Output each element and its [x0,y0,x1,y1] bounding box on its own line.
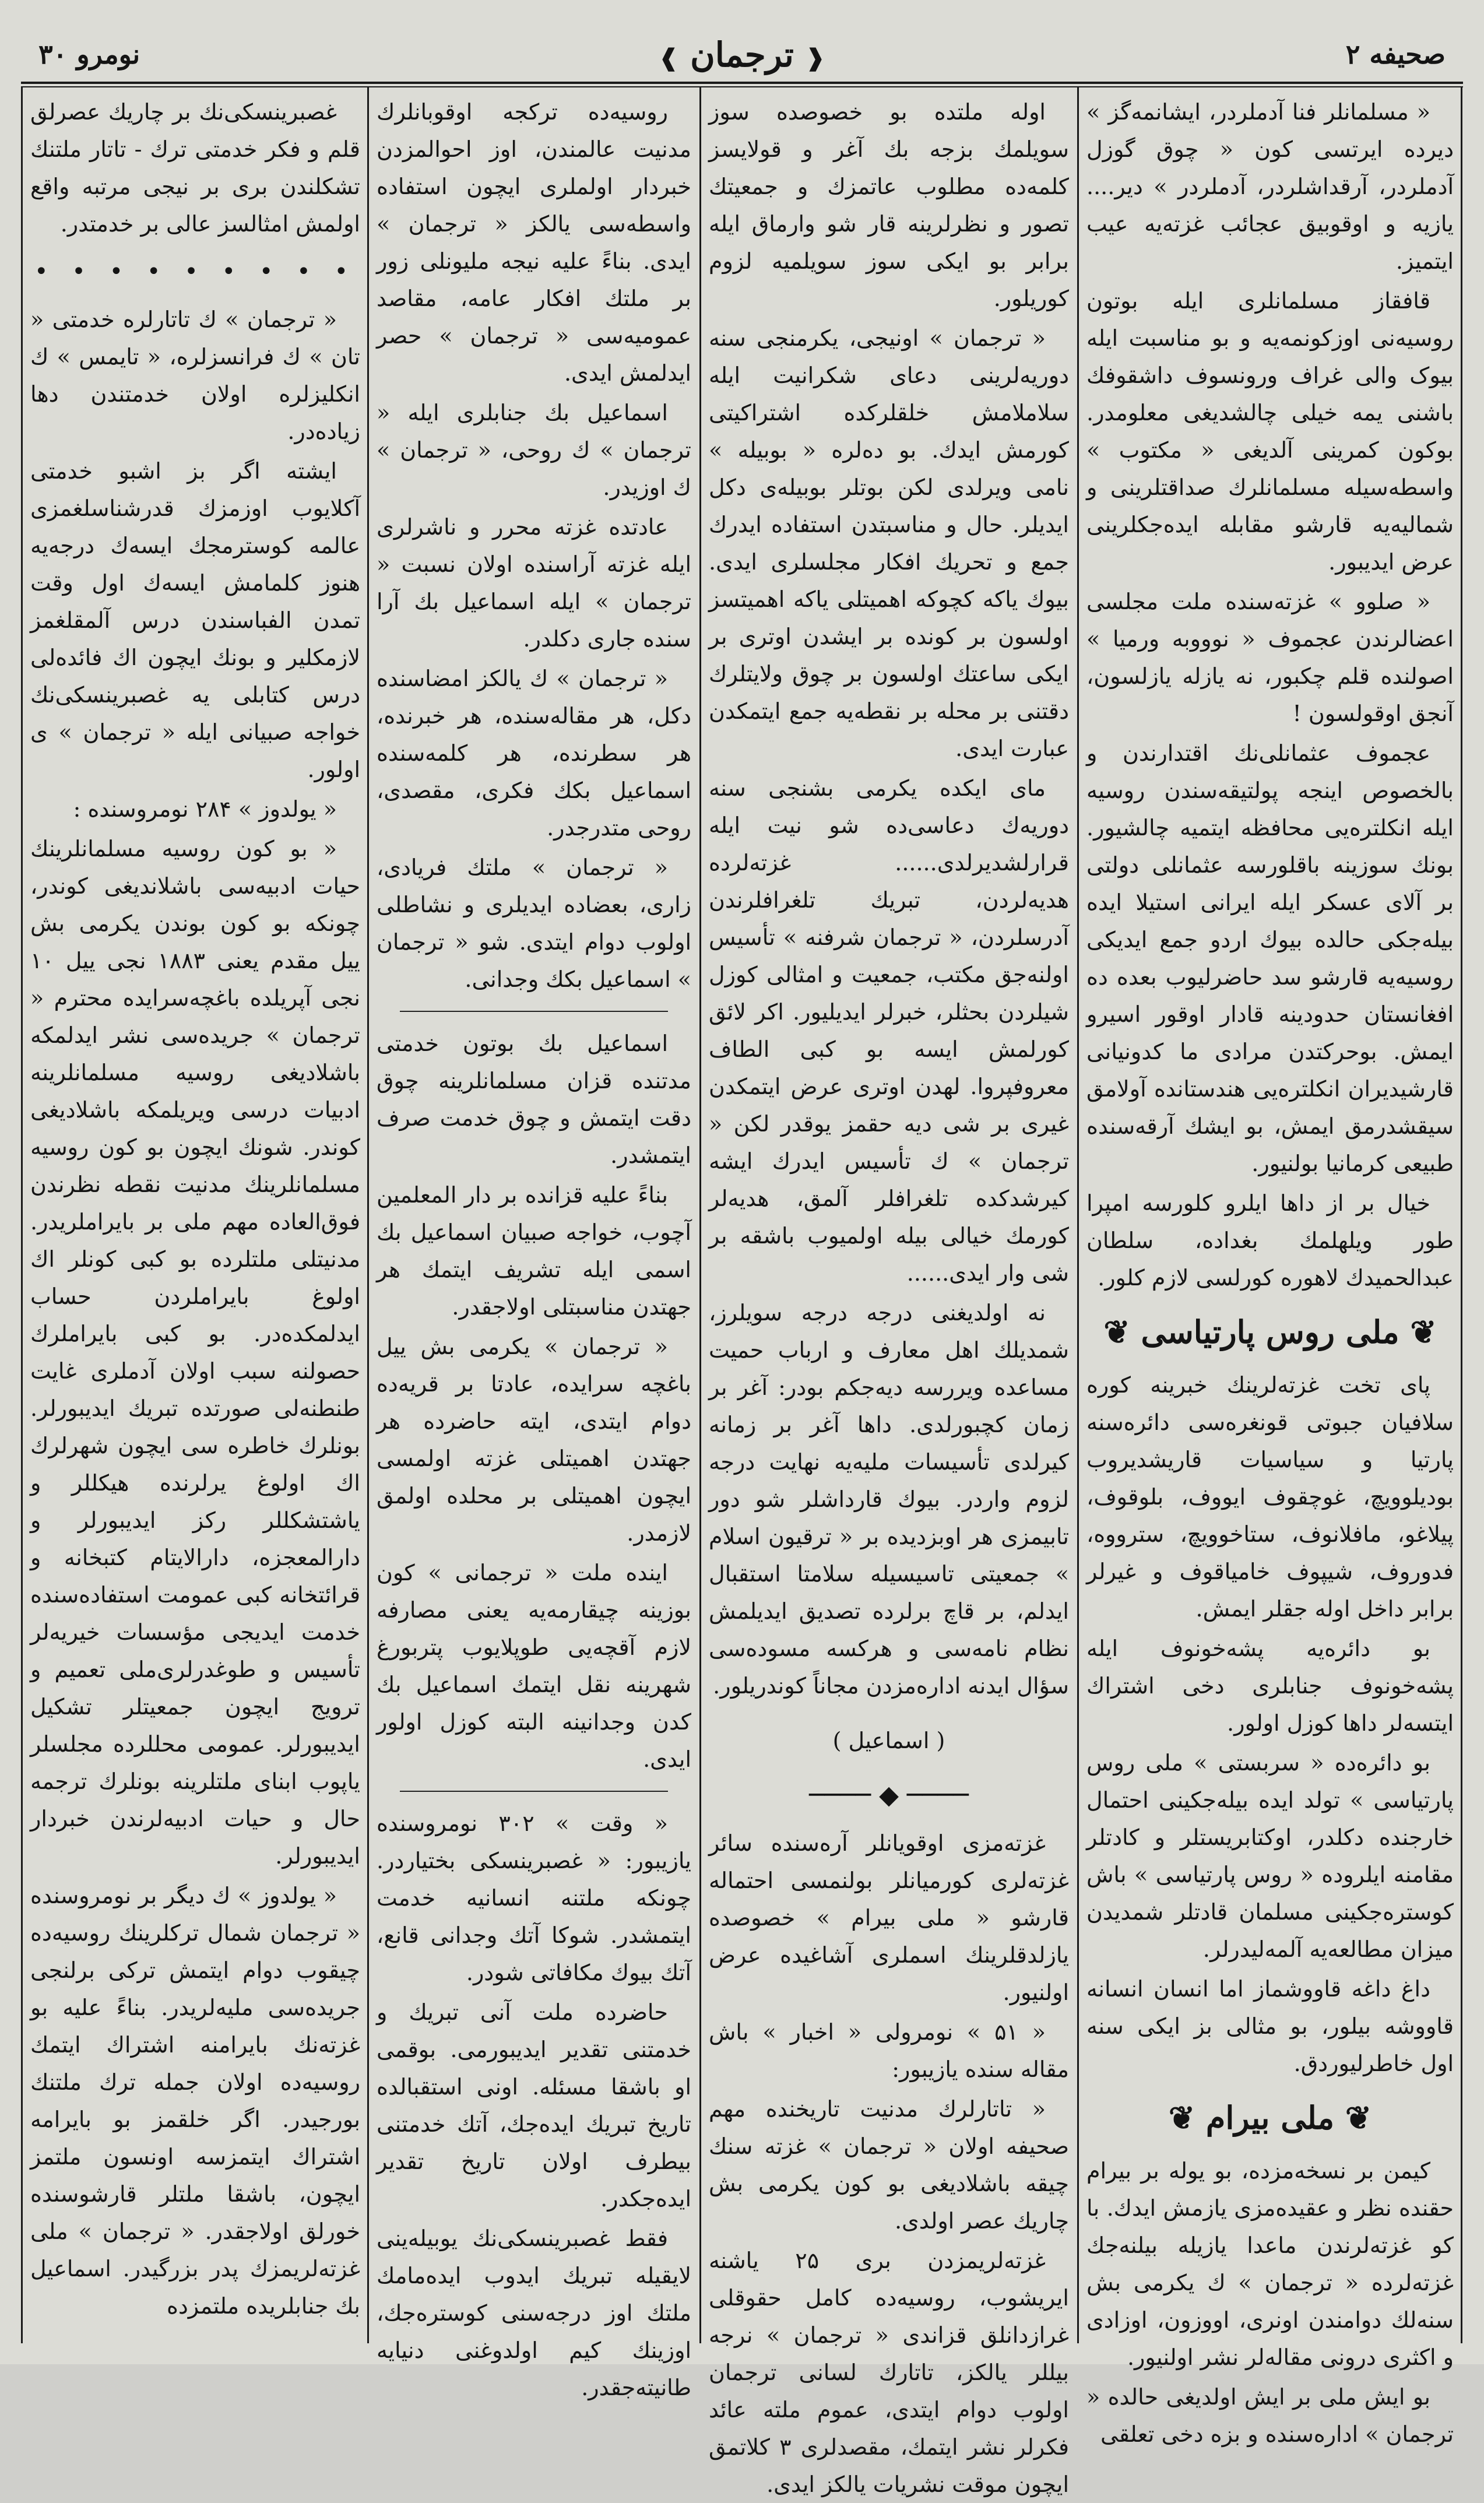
paragraph: « ترجمان » اونیجی، یکرمنجی سنه دوریه‌لرینی دعای شکرانیت ایله سلاملامش خلقلرکده اشتراکیتی کورمش ایدك. بو ده‌لره « بوبیله‌ » نامی ویرلدی لکن بوتلر بوبیله‌ی دکل ایدیلر. حال و مناسبتدن استفاده ایدرك جمع و تحریك افکار مجلسلری ایدی. بیوك یاکه کچوکه اهمیتلی یاکه اهمیتسز اولسون بر کونده بر ایشدن اوتری بر ایکی ساعتك اولسون بر چوق ولایتلرك دقتنی بر محله بر نقطه‌یه جمع ایتمکدن عبارت ایدی. [709,325,1069,761]
ornament-icon: ❦ [1168,2099,1206,2136]
paragraph: « تاتارلرك مدنیت تاریخنده مهم صحیفه اولان « ترجمان » غزته‌ سنك چیقه‌ باشلادیغی بو کون یکرمی بش چاریك عصر اولدی. [709,2096,1069,2234]
paragraph: غزته‌لریمزدن بری ۲۵ یاشنه ایریشوب، روسیه‌ده کامل حقوقلی غرازدانلق قزاندی « ترجمان » نرجه بیللر یالکز، تاتارك لسانی ترجمان اولوب دوام ایتدی، عموم ملته عائد فکرلر نشر ایتمك، مقصدلری ۳ کلاتمق ایچون موقت نشریات یالکز ایدی. [709,2248,1069,2497]
ornament-divider: ──── ◆ ──── [809,1780,969,1810]
paragraph: پای تخت غزته‌لرینك خبرینه کوره سلافیان جبوتی قونغره‌سی دائره‌سنه پارتیا و سیاسیات قاریشدیروب بودیلوویچ، غوچقوف ایووف، بلوقوف، پیلاغو، مافلانوف، ستاخوویچ، سترووه، فدوروف، شیپوف خامیاقوف و غیرلر برابر داخل اوله‌ جقلر ایمش. [1086,1372,1454,1622]
paragraph: اوله‌ ملتده بو خصوصده سوز سویلمك بزجه بك آغر و قولایسز کلمه‌ده مطلوب عاتمزك و جمعیتك تصور و نظرلرینه قار شو وارماق ایله برابر بو ایکی سوز سویلمیه لزوم کوریلور. [709,99,1069,311]
paragraph: اسماعیل بك بوتون خدمتی مدتنده قزان مسلمانلرینه چوق دقت ایتمش و چوق خدمت صرف ایتمشدر. [377,1031,691,1168]
column-rule [1077,87,1079,2343]
column-rule [21,87,23,2343]
page-number-label: صحیفه ۲ [1345,38,1446,70]
paragraph: اسماعیل بك جنابلری ایله « ترجمان » ك روحی، « ترجمان » ك اوزیدر. [377,400,691,500]
author-signature: ( اسماعیل ) [832,1728,945,1753]
paragraph: مای ایکده یکرمی بشنجی سنه دوریه‌ك دعاسی‌ده شو نیت ایله قرارلشدیرلدی...... غزته‌لرده هدیه‌لردن، تبریك تلغرافلرندن آدرسلردن، « ترجمان شرفنه » تأسیس اولنه‌جق مکتب، جمعیت و امثالی کوزل شیلردن بحثلر، خبرلر ایدیلیور. اکر لائق کورلمش ایسه بو کبی الطاف معروفپروا. لهدن اوتری عرض ایتمکدن غیری بر شی دیه حقمز یوقدر لکن « ترجمان » ك تأسیس ایدرك ایشه کیرشدکده تلغرافلر آلمق، هدیه‌لر کورمك خیالی بیله اولمیوب باشقه بر شی وار ایدی...... [709,775,1069,1286]
paragraph: « مسلمانلر فنا آدملردر، ایشانمه‌گز » دیرده ایرتسی کون « چوق گوزل آدملردر، آرقداشلردر، آدملردر » دیر.... یازیه و اوقوبیق عجائب غزته‌یه عیب ایتمیز. [1086,99,1454,274]
paragraph: « یولدوز » ك دیگر بر نومروسنده « ترجمان شمال ترکلرینك روسیه‌ده چیقوب دوام ایتمش ترکی برلنجی جریده‌سی ملیه‌لریدر. بناءً علیه بو غزته‌نك بایرامنه اشتراك ایتمك روسیه‌ده اولان جمله ترك ملتنك بورجیدر. اگر خلقمز بو بایرامه اشتراك ایتمزسه اونسون ملتمز ایچون، باشقا ملتلر قارشوسنده خورلق اولاجقدر. « ترجمان » ملی غزته‌لریمزك پدر بزرگیدر. اسماعیل بك جنابلریده ملتمزده [30,1883,360,2319]
paragraph: « یولدوز » ۲۸۴ نومروسنده : [73,796,337,822]
masthead-title: ترجمان [690,35,794,75]
paragraph: عادتده غزته محرر و ناشرلری ایله غزته آراسنده اولان نسبت « ترجمان » ایله اسماعیل بك آرا سنده جاری دکلدر. [377,514,691,652]
paragraph: بو ایش ملی بر ایش اولدیغی حالده « ترجمان » اداره‌سنده و بزه دخی تعلقی [1086,2384,1454,2447]
paragraph: روسیه‌ده ترکجه اوقوبانلرك مدنیت عالمندن، اوز احوالمزدن خبردار اولملری ایچون استفاده واسطه‌سی یالکز « ترجمان » ایدی. بناءً علیه نیجه ملیونلی زور بر ملتك افکار عامه، مقاصد عمومیه‌سی « ترجمان » حصر ایدلمش ایدی. [377,99,691,386]
section-divider: • • • • • • • • • [34,258,357,285]
paragraph: اینده ملت « ترجمانی » کون بوزینه چیقارمه‌یه یعنی مصارفه لازم آقچه‌یی طوپلایوب پتربورغ شهرینه نقل ایتمك اسماعیل بك کدن وجدانینه البته کوزل اولور ایدی. [377,1560,691,1772]
section-rule [400,1791,668,1792]
paragraph: « ترجمان » ك تاتارلره خدمتی « تان » ك فرانسزلره، « تایمس » ك انکلیزلره اولان خدمتندن دها زیاده‌در. [30,307,360,444]
column-3 [377,93,691,2400]
paragraph: بو دائره‌ده « سربستی » ملی روس پارتیاسی » تولد ایده بیله‌جکینی احتمال خارجنده دکلدر، اوکتابریستلر و کادتلر مقامنه ایلروده « روس پارتیاسی » باش کوستره‌جکینی مسلمان قادتلر شمدیدن میزان مطالعه‌یه آلمه‌لیدرلر. [1086,1750,1454,1962]
ornament-icon: ❰ [806,44,825,72]
column-rule [367,87,369,2343]
paragraph: ایشته اگر بز اشبو خدمتی آکلایوب اوزمزك قدرشناسلغمزی عالمه کوسترمجك ایسه‌ك درجه‌یه هنوز کلمامش ایسه‌ك اول وقت تمدن الفباسندن درس آلمقلغمز لازمکلیر و بونك ایچون اك فائده‌لی درس کتابلی یه غصبرینسکی‌نك خواجه‌ صبیانی ایله « ترجمان » ی اولور. [30,458,360,782]
paragraph: خیال بر از داها ایلرو کلورسه امپرا طور ویلهلمك بغداده، سلطان عبدالحمیدك لاهوره کورلسی لازم کلور. [1086,1190,1454,1291]
paragraph: داغ داغه قاووشماز اما انسان انسانه قاووشه بیلور، بو مثالی بز ایکی سنه اول خاطرلیوردق. [1086,1976,1454,2076]
issue-number-label: نومرو ۳۰ [38,38,140,70]
section-heading [1086,1312,1454,1352]
column-4 [30,93,360,2332]
ornament-icon: ❱ [659,44,678,72]
paragraph: قافقاز مسلمانلری ایله بوتون روسیه‌نی اوزکونمه‌یه و بو مناسبت ایله بیوک والی غراف ورونسوف داشقوفك باشنی یمه خیلی چالشدیغی معلومدر. بوکون کمرینی آلدیغی « مکتوب » واسطه‌سیله مسلمانلرك صداقتلرینی و شمالیه‌یه قارشو مقابله ایده‌جکلرینی عرض ایدیبور. [1086,288,1454,575]
section-rule [400,1011,668,1012]
paragraph: « صلوو » غزته‌سنده ملت مجلسی اعضالرندن عجموف « نوووبه ورمیا » اصولنده قلم چکبور، نه یازله یازلسون، آنجق اوقولسون ! [1086,589,1454,726]
section-heading-text: ملی بیرام [1205,2099,1335,2136]
paragraph: « بو کون روسیه مسلمانلرینك حیات ادبیه‌سی باشلاندیغی کوندر، چونکه بو کون بوندن یکرمی بش ییل مقدم یعنی ۱۸۸۳ نجی ییل ۱۰ نجی آپریلده باغچه‌سرایده محترم « ترجمان » جریده‌سی نشر ایدلمکه باشلادیغی روسیه مسلمانلرینه ادبیات درسی ویریلمکه باشلادیغی کوندر. شونك ایچون بو کون روسیه مسلمانلرینك مدنیت نقطه‌ نظرندن فوق‌العاده مهم ملی بر بایراملریدر. مدنیتلی ملتلرده بو کبی کونلر اك اولوغ بایراملردن حساب ایدلمکده‌در. بو کبی بایراملرك حصولنه سبب اولان آدملری غایت طنطنه‌لی صورتده تبریك ایدیبورلر. بونلرك خاطره‌ سی ایچون شهرلرك اك اولوغ یرلرنده هیکللر و یاشتشکللر رکز ایدیبورلر و دارالمعجزه، دارالایتام کتبخانه و قرائتخانه کبی عمومت استفاده‌سنده خدمت ایدیجی مؤسسات خیریه‌لر تأسیس و طوغدرلری‌ملی تعمیم و ترویج ایچون جمعیتلر تشکیل ایدیبورلر. عمومی محللرده مجلسلر یاپوب ابنای ملتلرینه بونلرك ترجمه حال و حیات ادبیه‌لرندن خبردار ایدیبورلر. [30,836,360,1869]
paragraph: حاضرده ملت آنی تبریك و خدمتنی تقدیر ایدیبورمی. بوقمی او باشقا مسئله. اونی استقبالده تاریخ تبریك ایده‌جك، آتك خدمتنی بیطرف اولان تاریخ تقدیر ایده‌جکدر. [377,1999,691,2212]
column-rule [1461,87,1462,2343]
column-1 [1086,93,1454,2447]
paragraph: غزته‌مزی اوقویانلر آره‌سنده سائر غزته‌لری کورمیانلر بولنمسی احتماله قارشو « ملی بیرام » خصوصده یازلدقلرینك اسملری آشاغیده عرض اولنیور. [709,1830,1069,2005]
paragraph: « ترجمان » ك یالکز امضاسنده دکل، هر مقاله‌سنده، هر خبرنده، هر سطرنده، هر کلمه‌سنده اسماعیل بکك فکری، مقصدی، روحی متدرجدر. [377,666,691,841]
paragraph: بناءً علیه قزانده بر دار المعلمین آچوب، خواجه‌ صبیان اسماعیل بك اسمی ایله تشریف ایتمك هر جهتدن مناسبتلی اولاجقدر. [377,1182,691,1320]
paragraph: نه اولدیغنی درجه درجه سویلرز، شمدیلك اهل معارف و ارباب حمیت مساعده ویررسه دیه‌جکم بودر: آغر بر زمان کچبورلدی. داها آغر بر زمانه کیرلدی تأسیسات ملیه‌یه نهایت درجه لزوم واردر. بیوك قارداشلر شو دور تابیمزی هر اوبزدیده بر « ترقیون اسلام » جمعیتی تاسیسیله سلامتا استقبال ایدلم، بر قاچ برلرده تصدیق ایدیلمش نظام نامه‌سی و هرکسه مسوده‌سی سؤال ایدنه اداره‌مزدن مجاناً کوندریلور. [709,1300,1069,1699]
paragraph: کیمن بر نسخه‌مزده، بو یوله بر بیرام حقنده نظر و عقیده‌مزی یازمش ایدك. با کو غزته‌لرندن ماعدا یازیله بیلنه‌جك غزته‌لرده « ترجمان » ك یکرمی بش سنه‌لك دوامندن اونری، اووزون، اوزادی و اکثری درونی مقاله‌لر نشر اولنیور. [1086,2158,1454,2370]
paragraph: « وقت » ۳۰۲ نومروسنده یازیبور: « غصبرینسکی بختیاردر. چونکه ملتنه انسانیه خدمت ایتمشدر. شوکا آتك وجدانی قانع، آتك بیوك مکافاتی شودر. [377,1811,691,1985]
page-header [21,35,1463,76]
paragraph: « ترجمان » ملتك فریادی، زاری، بعضاده ایدیلری و نشاطلی اولوب دوام ایتدی. شو « ترجمان » اسماعیل بکك وجدانی. [377,855,691,992]
header-rule-thin [21,86,1463,87]
ornament-icon: ❦ [1399,1313,1437,1351]
header-rule [21,82,1463,84]
paragraph: عجموف عثمانلی‌نك اقتدارندن و بالخصوص اینجه پولتیقه‌سندن روسیه ایله انکلتره‌یی محافظه ایتمیه چالشیور. بونك سوزینه باقلورسه عثمانلی دولتی بر آلای عسکر ایله ایرانی استیلا ایده بیله‌جکی حالده بیوك اردو جمع ایدیکی روسیه‌یه قارشو سد حاضرلیوب بعده ده افغانستان حدودینه قادار اوقور اسیرو ایمش. بوحرکتدن مرادی ما کدونیانی قارشیدیران انکلتره‌یی هندستانده آولامق سیقشدرمق ایمش، بو ایشك آرقه‌سنده طبیعی کرمانیا بولنیور. [1086,740,1454,1176]
paragraph: « ۵۱ » نومرولی « اخبار » باش مقاله‌ سنده یازیبور: [709,2019,1069,2082]
section-heading-text: ملی روس پارتیاسی [1141,1313,1399,1351]
section-heading [1086,2097,1454,2138]
paragraph: « ترجمان » یکرمی بش ییل باغچه سرایده، عادتا بر قریه‌ده دوام ایتدی، ایته حاضرده هر جهتدن اهمیتلی غزته اولمسی ایچون اهمیتلی بر محلده اولمق لازمدر. [377,1334,691,1546]
paragraph: غصبرینسکی‌نك بر چاریك عصرلق قلم و فکر خدمتی ترك - تاتار ملتنك تشکلندن بری بر نیجی مرتبه واقع اولمش امثالسز عالی بر خدمتدر. [30,99,360,237]
column-2 [709,93,1069,2497]
paragraph: بو دائره‌یه پشه‌خونوف ایله پشه‌خونوف جنابلری دخی اشتراك ایتسه‌لر داها کوزل اولور. [1086,1636,1454,1736]
ornament-icon: ❦ [1334,2099,1372,2136]
ornament-icon: ❦ [1103,1313,1141,1351]
paragraph: فقط غصبرینسکی‌نك یوبیله‌ینی لایقیله تبریك ایدوب ایده‌مامك ملتك اوز درجه‌سنی کوستره‌جك، اوزینك کیم اولدوغنی دنیایه طانیته‌جقدر. [377,2226,691,2400]
masthead [21,35,1463,75]
column-rule [699,87,701,2343]
